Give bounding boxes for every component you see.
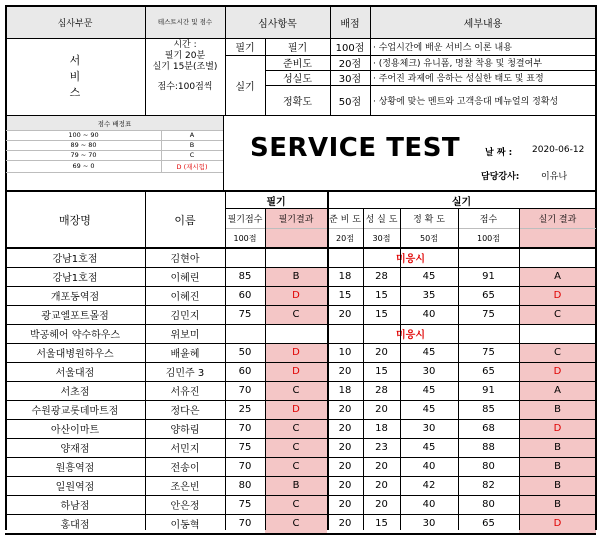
score-cell: 75 [238, 442, 252, 453]
written-item: 필기 [287, 43, 308, 54]
written-result-max [265, 229, 327, 247]
person-name: 안은정 [170, 501, 200, 512]
grid-line [265, 85, 596, 86]
practical-result: A [519, 381, 596, 400]
person-name: 배윤혜 [170, 349, 200, 360]
prep-header: 준 비 도 [329, 215, 361, 225]
score-cell: 20 [375, 480, 388, 491]
grid-line [5, 324, 596, 325]
grid-line [5, 38, 596, 39]
score-cell: 20 [338, 461, 352, 472]
written-result: C [265, 305, 327, 324]
written-result: D [265, 286, 327, 305]
score-cell: 45 [422, 404, 436, 415]
store-name: 박공헤어 약수하우스 [29, 330, 121, 341]
store-name: 홍대점 [60, 520, 90, 531]
score-cell: 20 [338, 518, 352, 529]
grid-line [330, 5, 331, 115]
instructor-label: 담당강사: [481, 172, 520, 182]
store-name: 강남1호점 [52, 273, 98, 284]
written-result: B [265, 267, 327, 286]
grid-line [265, 208, 266, 530]
practical-result: B [519, 476, 596, 495]
score-cell: 80 [482, 499, 495, 510]
col-header-category: 심사부문 [5, 6, 145, 38]
written-result: C [265, 438, 327, 457]
score-cell: 23 [375, 442, 388, 453]
col-header-detail: 세부내용 [370, 6, 596, 38]
practical-result: D [519, 514, 596, 533]
score-cell: 85 [482, 404, 495, 415]
grid-line [327, 190, 329, 530]
practical-result: D [519, 419, 596, 438]
accuracy-max: 50점 [420, 233, 438, 243]
grade-range-b: 89 ~ 80 [70, 140, 97, 149]
practical-detail-prep: · (정용체크) 유니폼, 명찰 착용 및 청결여부 [373, 59, 543, 69]
grid-line [225, 228, 596, 229]
score-cell: 20 [375, 347, 388, 358]
grid-line [5, 362, 596, 363]
written-max: 100점 [233, 233, 257, 243]
grid-line [6, 150, 223, 151]
score-cell: 20 [338, 309, 352, 320]
grid-line [5, 115, 596, 116]
practical-result: C [519, 305, 596, 324]
practical-result: A [519, 267, 596, 286]
score-cell: 20 [375, 499, 388, 510]
grid-line [5, 343, 596, 344]
score-cell: 45 [422, 347, 436, 358]
practical-result-header: 실기 결과 [519, 209, 596, 228]
practical-result: B [519, 457, 596, 476]
practical-item-sincerity: 성실도 [283, 74, 312, 85]
score-cell: 65 [482, 518, 495, 529]
person-name: 정다은 [170, 406, 200, 417]
score-cell: 91 [482, 385, 495, 396]
person-name: 전송이 [170, 463, 200, 474]
practical-points-sincerity: 30점 [338, 74, 362, 85]
grid-line [5, 438, 596, 439]
service-char-2: 비 [69, 69, 81, 83]
store-name: 양재점 [60, 444, 90, 455]
practical-item-accuracy: 정확도 [283, 96, 312, 108]
time-title: 시간 : [173, 40, 197, 50]
grid-line [519, 208, 520, 530]
score-cell: 88 [482, 442, 495, 453]
person-name: 이혜진 [170, 292, 200, 303]
score-cell: 75 [238, 499, 252, 510]
score-cell: 30 [422, 518, 436, 529]
person-name: 김민지 [170, 311, 200, 322]
grid-line [5, 5, 596, 7]
score-cell: 70 [238, 423, 252, 434]
sincerity-max: 30점 [372, 233, 391, 243]
score-cell: 68 [482, 423, 495, 434]
practical-result: C [519, 343, 596, 362]
person-name: 이동혁 [170, 520, 200, 531]
score-cell: 85 [238, 271, 252, 282]
written-result: C [265, 514, 327, 533]
score-cell: 70 [238, 518, 252, 529]
score-cell: 15 [375, 518, 388, 529]
grid-line [5, 267, 596, 268]
person-name: 김민주 3 [165, 368, 205, 379]
score-cell: 25 [238, 404, 252, 415]
grid-line [145, 5, 146, 115]
time-practical: 실기 15분(조별) [152, 62, 218, 72]
grid-line [6, 130, 223, 131]
absent-label: 미응시 [396, 254, 425, 265]
grid-line [5, 381, 596, 382]
store-name: 개포동역점 [50, 292, 100, 303]
practical-result: D [519, 286, 596, 305]
practical-score-header: 점수 [479, 215, 498, 225]
score-cell: 75 [482, 309, 495, 320]
col-header-points: 배점 [330, 6, 370, 38]
grid-line [5, 400, 596, 401]
score-cell: 91 [482, 271, 495, 282]
store-name: 수원광교롯데마트점 [31, 406, 119, 417]
store-name: 강남1호점 [52, 254, 98, 265]
practical-points-prep: 20점 [338, 59, 362, 70]
person-name: 김현아 [170, 254, 200, 265]
grid-line [370, 5, 371, 115]
score-cell: 18 [338, 271, 352, 282]
score-cell: 75 [238, 309, 252, 320]
score-cell: 18 [375, 423, 388, 434]
store-header: 매장명 [59, 214, 91, 227]
practical-detail-sincerity: · 주어진 과제에 응하는 성실한 태도 및 표정 [373, 74, 544, 84]
grade-letter-d: D (재시험) [176, 162, 208, 171]
absent-label: 미응시 [396, 330, 425, 341]
written-score-header: 필기점수 [227, 215, 263, 225]
score-cell: 30 [422, 366, 436, 377]
written-result: C [265, 381, 327, 400]
prep-max: 20점 [336, 233, 354, 243]
grid-line [225, 208, 596, 209]
col-header-item: 심사항목 [225, 6, 330, 38]
store-name: 광교엘포트몰점 [41, 311, 109, 322]
name-header: 이름 [174, 214, 196, 227]
written-detail: · 수업시간에 배운 서비스 이론 내용 [373, 43, 512, 53]
score-cell: 15 [375, 290, 388, 301]
store-name: 하남점 [60, 501, 90, 512]
score-cell: 20 [375, 404, 388, 415]
service-char-1: 서 [69, 53, 81, 67]
score-cell: 28 [375, 385, 388, 396]
grid-line [5, 419, 596, 420]
score-cell: 82 [482, 480, 495, 491]
score-cell: 80 [238, 480, 252, 491]
written-result: B [265, 476, 327, 495]
grid-line [5, 286, 596, 287]
score-cell: 28 [375, 271, 388, 282]
practical-result: B [519, 438, 596, 457]
grid-line [6, 172, 223, 173]
grid-line [225, 190, 226, 530]
grid-line [225, 55, 596, 56]
grade-range-a: 100 ~ 90 [68, 130, 99, 139]
practical-result: B [519, 495, 596, 514]
person-name: 서유진 [170, 387, 200, 398]
date-value: 2020-06-12 [532, 145, 585, 155]
grade-letter-a: A [189, 130, 195, 139]
score-cell: 40 [422, 461, 436, 472]
written-result: C [265, 419, 327, 438]
grid-line [5, 305, 596, 306]
grid-line [265, 38, 266, 115]
score-cell: 15 [375, 366, 388, 377]
store-name: 아산이마트 [50, 425, 100, 436]
score-cell: 65 [482, 290, 495, 301]
person-name: 위보미 [170, 330, 200, 341]
person-name: 양하림 [170, 425, 200, 436]
practical-detail-accuracy: · 상황에 맞는 멘트와 고객응대 메뉴얼의 정확성 [373, 96, 559, 107]
score-cell: 50 [238, 347, 252, 358]
score-cell: 20 [338, 404, 352, 415]
score-cell: 30 [422, 423, 436, 434]
score-cell: 20 [338, 366, 352, 377]
accuracy-header: 정 확 도 [413, 215, 445, 225]
score-cell: 40 [422, 499, 436, 510]
store-name: 서울대병원하우스 [36, 349, 114, 360]
grade-letter-c: C [189, 150, 195, 159]
grade-table-title: 점수 배정표 [6, 116, 223, 130]
time-written: 필기 20분 [164, 51, 206, 61]
date-label: 날 짜 : [485, 148, 513, 158]
written-points: 100점 [335, 43, 365, 54]
practical-result: D [519, 362, 596, 381]
grid-line [5, 495, 596, 496]
score-cell: 42 [422, 480, 436, 491]
grade-range-c: 79 ~ 70 [70, 150, 97, 159]
score-cell: 45 [422, 271, 436, 282]
grid-line [458, 208, 459, 530]
score-cell: 60 [238, 290, 252, 301]
grid-line [5, 533, 596, 535]
grid-line [5, 476, 596, 477]
grid-line [6, 140, 223, 141]
grid-line [400, 208, 401, 530]
written-result: C [265, 495, 327, 514]
written-result: D [265, 362, 327, 381]
practical-type: 실기 [235, 81, 255, 93]
score-cell: 20 [338, 499, 352, 510]
sincerity-header: 성 실 도 [365, 215, 398, 225]
col-header-time-score: 테스트시간 및 점수 [145, 6, 225, 38]
grid-line [265, 70, 596, 71]
score-cell: 45 [422, 442, 436, 453]
store-name: 서초점 [60, 387, 90, 398]
practical-max: 100점 [477, 233, 500, 243]
score-cell: 65 [482, 366, 495, 377]
grid-line [145, 190, 146, 530]
practical-group-header: 실기 [451, 196, 472, 208]
score-cell: 40 [422, 309, 436, 320]
grid-line [223, 115, 224, 190]
time-info-block [145, 40, 225, 115]
instructor-value: 이유나 [541, 172, 568, 182]
score-cell: 15 [338, 290, 352, 301]
score-cell: 20 [338, 480, 352, 491]
page-title: SERVICE TEST [250, 133, 461, 163]
store-name: 서울대점 [55, 368, 95, 379]
person-name: 조은빈 [170, 482, 200, 493]
store-name: 일원역점 [55, 482, 95, 493]
written-result: C [265, 457, 327, 476]
grid-line [5, 457, 596, 458]
practical-result: B [519, 400, 596, 419]
written-group-header: 필기 [266, 196, 286, 208]
store-name: 원흥역점 [55, 463, 95, 474]
service-char-3: 스 [69, 85, 81, 99]
written-type: 필기 [235, 43, 255, 54]
score-cell: 70 [238, 385, 252, 396]
person-name: 이혜린 [170, 273, 200, 284]
score-cell: 45 [422, 385, 436, 396]
practical-points-accuracy: 50점 [338, 96, 362, 108]
grid-line [5, 514, 596, 515]
score-cell: 20 [338, 423, 352, 434]
score-cell: 20 [338, 442, 352, 453]
grid-line [225, 5, 226, 115]
grid-line [5, 190, 596, 192]
grade-letter-b: B [189, 140, 195, 149]
score-cell: 80 [482, 461, 495, 472]
person-name: 서민지 [170, 444, 200, 455]
written-result: D [265, 400, 327, 419]
score-cell: 15 [375, 309, 388, 320]
score-cell: 60 [238, 366, 252, 377]
score-cell: 18 [338, 385, 352, 396]
service-category-label [5, 38, 145, 115]
written-result: D [265, 343, 327, 362]
grid-line [6, 160, 223, 161]
practical-result-max [519, 229, 596, 247]
grid-line [363, 208, 364, 530]
time-score: 점수:100점씩 [157, 82, 213, 92]
practical-item-prep: 준비도 [283, 59, 312, 70]
score-cell: 70 [238, 461, 252, 472]
score-cell: 35 [422, 290, 436, 301]
score-cell: 75 [482, 347, 495, 358]
grid-line [5, 247, 596, 249]
written-result-header: 필기결과 [265, 209, 327, 228]
score-cell: 10 [338, 347, 352, 358]
score-cell: 20 [375, 461, 388, 472]
grid-line [161, 130, 162, 172]
grade-range-d: 69 ~ 0 [72, 162, 95, 170]
